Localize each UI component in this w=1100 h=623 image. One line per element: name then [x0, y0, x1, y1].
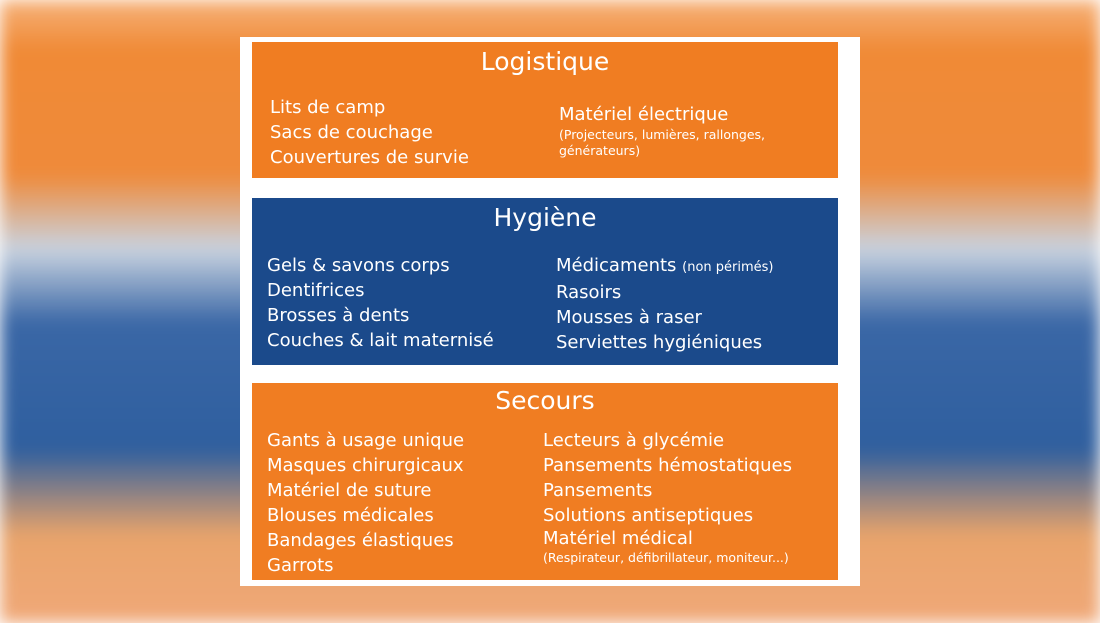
list-note: (Projecteurs, lumières, rallonges, générateurs) [559, 127, 766, 158]
list-item: Masques chirurgicaux [267, 455, 464, 476]
section-title: Hygiène [493, 203, 597, 232]
right-list [543, 428, 792, 566]
list-item: Lits de camp [270, 97, 386, 118]
list-item: Serviettes hygiéniques [556, 332, 763, 353]
list-item: Matériel électrique [559, 104, 729, 125]
left-list [267, 428, 464, 578]
list-item: Couches & lait maternisé [267, 330, 494, 351]
section-title: Secours [495, 386, 595, 415]
left-list [270, 95, 469, 170]
list-item: Brosses à dents [267, 305, 410, 326]
left-list [267, 253, 494, 353]
list-item: Pansements [543, 480, 653, 501]
section-hygiene [252, 198, 838, 365]
list-item: Bandages élastiques [267, 530, 454, 551]
list-item: Gants à usage unique [267, 430, 465, 451]
infographic-card [240, 37, 860, 586]
list-item: Rasoirs [556, 282, 622, 303]
list-item: Couvertures de survie [270, 147, 469, 168]
list-note: (non périmés) [682, 260, 774, 275]
section-secours [252, 383, 838, 580]
list-item: Sacs de couchage [270, 122, 433, 143]
list-item: Mousses à raser [556, 307, 702, 328]
right-list [556, 253, 774, 355]
section-title: Logistique [480, 47, 610, 76]
list-item: Matériel de suture [267, 480, 432, 501]
list-item: Garrots [267, 555, 334, 576]
item-text: Médicaments [556, 255, 677, 276]
list-item: Lecteurs à glycémie [543, 430, 725, 451]
right-list [559, 102, 819, 159]
list-item: Dentifrices [267, 280, 365, 301]
list-item: Gels & savons corps [267, 255, 450, 276]
list-item: Pansements hémostatiques [543, 455, 792, 476]
list-item: Solutions antiseptiques [543, 505, 754, 526]
list-item [556, 253, 774, 280]
list-note: (Respirateur, défibrillateur, moniteur...) [543, 550, 789, 565]
list-item: Matériel médical [543, 528, 693, 549]
list-item: Blouses médicales [267, 505, 434, 526]
section-logistique [252, 42, 838, 178]
